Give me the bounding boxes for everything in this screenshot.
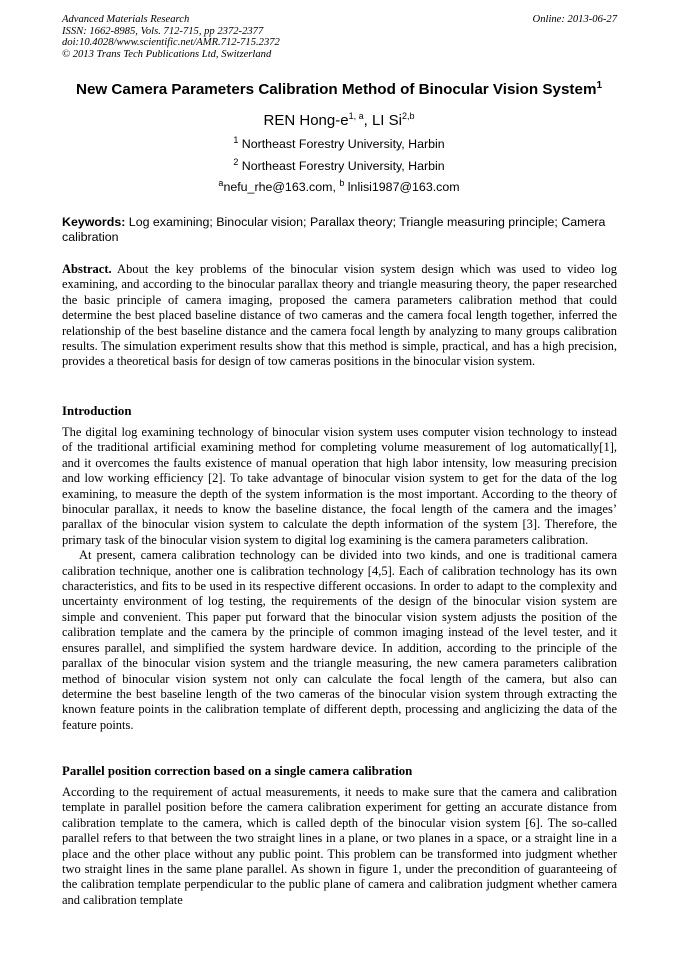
keywords-text: Log examining; Binocular vision; Parallax theory; Triangle measuring principle; Camera calibration [62,215,606,244]
paragraph: According to the requirement of actual measurements, it needs to make sure that the camera and calibration template in parallel position before the camera calibration experiment for getting an accurate distance from calibration template to the camera, which is called depth of the binocular vision system [6]. The so-called parallel refers to that between the two straight lines in a plane, or two planes in a space, or a straight line in a place and the other place without any public point. This problem can be transformed into judgment whether two straight lines in the same plane parallel. As shown in figure 1, under the precondition of guaranteeing of the calibration template perpendicular to the public plane of camera and calibration judgment whether camera and calibration template [62,785,617,907]
paragraph: The digital log examining technology of binocular vision system uses computer vision technology to instead of the traditional artificial examining method for completing volume measurement of log automatically[1], and it overcomes the faults existence of manual operation that high labor intensity, low measuring precision and low working efficiency [2]. To take advantage of binocular vision system to get for the data of the log examining, to measure the depth of the system information is the most important. According to the theory of binocular parallax, it needs to know the baseline distance, the focal length of the camera and the images’ parallax of the binocular vision system to calculate the depth information of the system [3]. Therefore, the primary task of the binocular vision system to digital log examining is the camera parameters calibration. [62,425,617,547]
journal-name: Advanced Materials Research [62,14,190,25]
parallel-body [62,785,617,908]
journal-header [62,14,617,61]
introduction-body [62,425,617,733]
section-heading-parallel: Parallel position correction based on a single camera calibration [62,764,413,778]
copyright-line: © 2013 Trans Tech Publications Ltd, Switzerland [62,49,272,61]
online-date: Online: 2013-06-27 [532,14,617,25]
email-text: nefu_rhe@163.com, [223,180,340,194]
email-text: lnlisi1987@163.com [344,180,460,194]
abstract [62,262,617,370]
author-name: REN Hong-e [263,112,349,129]
email-mark: b [339,177,345,188]
email-mark: a [218,177,224,188]
affiliation-text: Northeast Forestry University, Harbin [238,159,445,173]
abstract-label: Abstract. [62,262,112,276]
affiliation [40,134,638,152]
affiliation [40,156,638,174]
keywords-label: Keywords: [62,215,126,229]
affiliation-mark: 2 [233,156,239,167]
abstract-text: About the key problems of the binocular vision system design which was used to video log examining, and according to the binocular parallax theory and triangle measuring theory, the paper researched the basic principle of camera imaging, proposed the camera parameters calibration method that could determine the best placed baseline distance of two cameras and the camera focal length together, inferred the relationship of the best baseline distance and the camera focal length by analyzing to many groups calibration results. The simulation experiment results show that this method is simple, practical, and has a high precision, provides a theoretical basis for design of tow cameras positions in the binocular vision system. [62,262,617,369]
author-line [40,112,638,130]
author-mark: 1, a [348,111,364,121]
affiliation-mark: 1 [233,134,239,145]
email-line [40,177,638,195]
affiliation-text: Northeast Forestry University, Harbin [238,137,445,151]
title-footnote-mark: 1 [596,79,603,91]
paper-title [40,80,638,99]
paragraph: At present, camera calibration technology can be divided into two kinds, and one is traditional camera calibration technique, another one is calibration technology [4,5]. Each of calibration technology has its own characteristics, and fits to be used in its respective different occasions. In order to adapt to the complexity and uncertainty environment of log testing, the requirements of the design of the binocular vision system are simple and convenient. This paper put forward that the binocular vision system adjusts the position of the calibration template and the camera by the principle of common imaging instead of the level tester, and it ensures parallel, and simplified the system hardware device. In addition, according to the principle of the parallax of the binocular vision system and the triangle measuring, the new camera parameters calibration method of binocular vision system not only can calculate the focal length of the camera, but also can determine the best baseline length of the two cameras of the binocular vision system through extracting the known feature points in the calibration template of different depth, processing and anglicizing the data of the feature points. [62,548,617,732]
section-heading-introduction: Introduction [62,404,132,418]
keywords [62,215,617,245]
doi-line: doi:10.4028/www.scientific.net/AMR.712-715.2372 [62,37,280,49]
author-mark: 2,b [401,111,415,121]
title-text: New Camera Parameters Calibration Method of Binocular Vision System [75,81,597,98]
author-separator: , [363,112,372,129]
author-name: LI Si [371,112,402,129]
issn-line: ISSN: 1662-8985, Vols. 712-715, pp 2372-2377 [62,25,264,37]
